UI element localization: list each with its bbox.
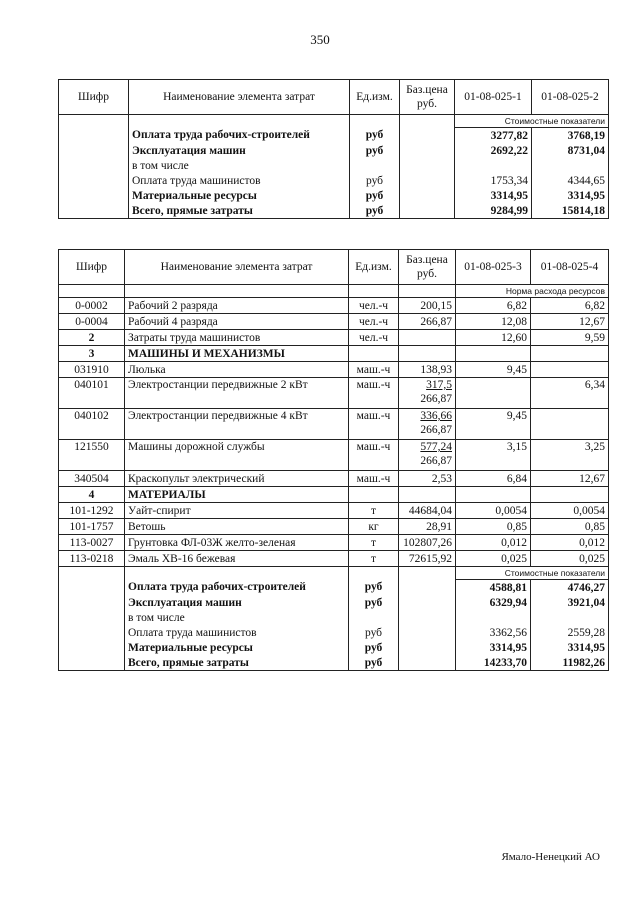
- value-cell: 4344,65: [532, 173, 609, 188]
- value-cell: 4588,81: [456, 580, 531, 596]
- price-cell: [400, 188, 455, 203]
- value-cell: 15814,18: [532, 203, 609, 219]
- subheader-row: [59, 115, 609, 128]
- item-name: Эксплуатация машин: [129, 143, 350, 158]
- value-cell: 2692,22: [455, 143, 532, 158]
- value-cell: [531, 487, 609, 503]
- item-name: Всего, прямые затраты: [125, 655, 349, 671]
- footer-region: Ямало-Ненецкий АО: [501, 851, 600, 863]
- item-name: Оплата труда рабочих-строителей: [129, 128, 350, 144]
- value-cell: 6,84: [456, 471, 531, 487]
- code-cell: [59, 173, 129, 188]
- price-cell: [399, 314, 456, 330]
- table-row: [59, 471, 609, 487]
- price-cell: [399, 298, 456, 314]
- table-row: [59, 440, 609, 471]
- unit-cell: руб: [350, 128, 400, 144]
- subheader-label: Стоимостные показатели: [455, 115, 609, 128]
- unit-cell: [350, 158, 400, 173]
- item-name: в том числе: [125, 610, 349, 625]
- value-cell: 3,15: [456, 440, 531, 471]
- code-cell: [59, 203, 129, 219]
- value-cell: [532, 158, 609, 173]
- header-base-price: Баз.цена руб.: [399, 250, 456, 285]
- value-cell: 3314,95: [455, 188, 532, 203]
- item-name: Эмаль ХВ-16 бежевая: [125, 551, 349, 567]
- value-cell: [456, 610, 531, 625]
- code-cell: 040102: [59, 409, 125, 440]
- code-cell: 113-0027: [59, 535, 125, 551]
- value-cell: 6,34: [531, 378, 609, 409]
- base-price: 28,91: [426, 520, 452, 533]
- value-cell: 12,67: [531, 471, 609, 487]
- cost-table-2: [58, 249, 609, 671]
- unit-cell: чел.-ч: [349, 298, 399, 314]
- table-header-row: [59, 250, 609, 285]
- price-cell: [399, 409, 456, 440]
- base-price: 266,87: [420, 315, 452, 328]
- code-cell: 121550: [59, 440, 125, 471]
- unit-cell: кг: [349, 519, 399, 535]
- item-name: Электростанции передвижные 2 кВт: [125, 378, 349, 409]
- value-cell: 3921,04: [531, 595, 609, 610]
- value-cell: 3277,82: [455, 128, 532, 144]
- value-cell: 3314,95: [456, 640, 531, 655]
- item-name: Оплата труда машинистов: [129, 173, 350, 188]
- price-cell: [399, 655, 456, 671]
- item-name: Оплата труда машинистов: [125, 625, 349, 640]
- table-row: [59, 487, 609, 503]
- item-name: Рабочий 4 разряда: [125, 314, 349, 330]
- unit-cell: т: [349, 551, 399, 567]
- unit-cell: руб: [349, 640, 399, 655]
- unit-cell: чел.-ч: [349, 314, 399, 330]
- value-cell: 9,59: [531, 330, 609, 346]
- price-cell: [399, 471, 456, 487]
- value-cell: 9,45: [456, 409, 531, 440]
- unit-cell: чел.-ч: [349, 330, 399, 346]
- price-cell: [399, 487, 456, 503]
- code-cell: [59, 128, 129, 144]
- item-name: Ветошь: [125, 519, 349, 535]
- page-number: 350: [310, 32, 330, 47]
- unit-cell: [349, 346, 399, 362]
- price-cell: [400, 173, 455, 188]
- price-cell: [399, 625, 456, 640]
- item-name: Рабочий 2 разряда: [125, 298, 349, 314]
- header-name: Наименование элемента затрат: [125, 250, 349, 285]
- item-name: Всего, прямые затраты: [129, 203, 350, 219]
- value-cell: 3768,19: [532, 128, 609, 144]
- unit-cell: маш.-ч: [349, 409, 399, 440]
- unit-cell: маш.-ч: [349, 378, 399, 409]
- unit-cell: руб: [350, 188, 400, 203]
- cost-row: [59, 595, 609, 610]
- base-price-secondary: 266,87: [420, 455, 452, 467]
- base-price: 44684,04: [408, 504, 452, 517]
- value-cell: 4746,27: [531, 580, 609, 596]
- base-price: 72615,92: [408, 552, 452, 565]
- base-price-secondary: 266,87: [420, 424, 452, 436]
- value-cell: [531, 409, 609, 440]
- item-name: Машины дорожной службы: [125, 440, 349, 471]
- header-col-4: 01-08-025-4: [531, 250, 609, 285]
- subheader-row: [59, 285, 609, 298]
- item-name: Оплата труда рабочих-строителей: [125, 580, 349, 596]
- cost-row: [59, 203, 609, 219]
- table-row: [59, 362, 609, 378]
- unit-cell: [349, 487, 399, 503]
- item-name: Уайт-спирит: [125, 503, 349, 519]
- table-row: [59, 409, 609, 440]
- cost-row: [59, 610, 609, 625]
- item-name: в том числе: [129, 158, 350, 173]
- code-cell: [59, 610, 125, 625]
- header-unit: Ед.изм.: [350, 80, 400, 115]
- table-row: [59, 314, 609, 330]
- cost-row: [59, 158, 609, 173]
- code-cell: [59, 625, 125, 640]
- item-name: Люлька: [125, 362, 349, 378]
- cost-table-1: [58, 79, 609, 219]
- value-cell: 0,012: [456, 535, 531, 551]
- unit-cell: [349, 610, 399, 625]
- code-cell: 031910: [59, 362, 125, 378]
- value-cell: [456, 346, 531, 362]
- cost-row: [59, 580, 609, 596]
- value-cell: 0,85: [456, 519, 531, 535]
- value-cell: 11982,26: [531, 655, 609, 671]
- table-row: [59, 346, 609, 362]
- unit-cell: маш.-ч: [349, 362, 399, 378]
- price-cell: [399, 440, 456, 471]
- value-cell: 0,85: [531, 519, 609, 535]
- table-row: [59, 519, 609, 535]
- value-cell: 1753,34: [455, 173, 532, 188]
- value-cell: [456, 487, 531, 503]
- unit-cell: руб: [350, 173, 400, 188]
- item-name: Грунтовка ФЛ-03Ж желто-зеленая: [125, 535, 349, 551]
- code-cell: 2: [59, 330, 125, 346]
- value-cell: 3314,95: [532, 188, 609, 203]
- price-cell: [399, 519, 456, 535]
- header-code: Шифр: [59, 80, 129, 115]
- value-cell: 0,0054: [531, 503, 609, 519]
- code-cell: 040101: [59, 378, 125, 409]
- value-cell: 3362,56: [456, 625, 531, 640]
- item-name: МАШИНЫ И МЕХАНИЗМЫ: [125, 346, 349, 362]
- value-cell: 12,60: [456, 330, 531, 346]
- code-cell: [59, 580, 125, 596]
- value-cell: 3,25: [531, 440, 609, 471]
- item-name: Затраты труда машинистов: [125, 330, 349, 346]
- item-name: Эксплуатация машин: [125, 595, 349, 610]
- price-cell: [399, 330, 456, 346]
- price-cell: [400, 143, 455, 158]
- code-cell: [59, 595, 125, 610]
- price-cell: [399, 610, 456, 625]
- base-price: 200,15: [420, 299, 452, 312]
- code-cell: 3: [59, 346, 125, 362]
- value-cell: 0,012: [531, 535, 609, 551]
- unit-cell: т: [349, 535, 399, 551]
- value-cell: 8731,04: [532, 143, 609, 158]
- cost-row: [59, 128, 609, 144]
- code-cell: 4: [59, 487, 125, 503]
- header-unit: Ед.изм.: [349, 250, 399, 285]
- price-cell: [399, 362, 456, 378]
- value-cell: 9284,99: [455, 203, 532, 219]
- price-cell: [399, 503, 456, 519]
- table-row: [59, 503, 609, 519]
- code-cell: 0-0004: [59, 314, 125, 330]
- unit-cell: руб: [350, 203, 400, 219]
- cost-row: [59, 173, 609, 188]
- cost-row: [59, 143, 609, 158]
- code-cell: 101-1757: [59, 519, 125, 535]
- item-name: Электростанции передвижные 4 кВт: [125, 409, 349, 440]
- value-cell: [531, 362, 609, 378]
- unit-cell: руб: [349, 625, 399, 640]
- price-cell: [399, 595, 456, 610]
- price-cell: [400, 203, 455, 219]
- value-cell: 0,025: [531, 551, 609, 567]
- cost-row: [59, 655, 609, 671]
- unit-cell: руб: [349, 655, 399, 671]
- table-row: [59, 378, 609, 409]
- unit-cell: руб: [349, 595, 399, 610]
- price-cell: [400, 158, 455, 173]
- cost-row: [59, 625, 609, 640]
- code-cell: 101-1292: [59, 503, 125, 519]
- price-cell: [399, 551, 456, 567]
- base-price-secondary: 266,87: [420, 393, 452, 405]
- code-cell: 0-0002: [59, 298, 125, 314]
- value-cell: 14233,70: [456, 655, 531, 671]
- header-code: Шифр: [59, 250, 125, 285]
- base-price: 138,93: [420, 363, 452, 376]
- item-name: МАТЕРИАЛЫ: [125, 487, 349, 503]
- cost-subheader-label: Стоимостные показатели: [456, 567, 609, 580]
- table-row: [59, 298, 609, 314]
- code-cell: [59, 158, 129, 173]
- value-cell: 6,82: [531, 298, 609, 314]
- cost-row: [59, 640, 609, 655]
- code-cell: [59, 143, 129, 158]
- item-name: Материальные ресурсы: [125, 640, 349, 655]
- base-price: 336,66: [420, 410, 452, 422]
- value-cell: [531, 610, 609, 625]
- unit-cell: маш.-ч: [349, 440, 399, 471]
- base-price: 2,53: [431, 472, 452, 485]
- code-cell: 340504: [59, 471, 125, 487]
- code-cell: [59, 640, 125, 655]
- table-header-row: [59, 80, 609, 115]
- value-cell: 0,025: [456, 551, 531, 567]
- value-cell: 6329,94: [456, 595, 531, 610]
- subheader-label: Норма расхода ресурсов: [456, 285, 609, 298]
- unit-cell: маш.-ч: [349, 471, 399, 487]
- base-price: 317,5: [426, 379, 452, 391]
- value-cell: 3314,95: [531, 640, 609, 655]
- price-cell: [400, 128, 455, 144]
- value-cell: 12,67: [531, 314, 609, 330]
- code-cell: 113-0218: [59, 551, 125, 567]
- value-cell: 0,0054: [456, 503, 531, 519]
- table-row: [59, 535, 609, 551]
- value-cell: 6,82: [456, 298, 531, 314]
- unit-cell: руб: [350, 143, 400, 158]
- header-col-3: 01-08-025-3: [456, 250, 531, 285]
- value-cell: [455, 158, 532, 173]
- base-price: 577,24: [420, 441, 452, 453]
- code-cell: [59, 655, 125, 671]
- header-col-2: 01-08-025-2: [532, 80, 609, 115]
- header-col-1: 01-08-025-1: [455, 80, 532, 115]
- price-cell: [399, 535, 456, 551]
- base-price: 102807,26: [403, 536, 452, 549]
- cost-subheader-row: [59, 567, 609, 580]
- value-cell: [456, 378, 531, 409]
- price-cell: [399, 346, 456, 362]
- value-cell: 9,45: [456, 362, 531, 378]
- value-cell: 2559,28: [531, 625, 609, 640]
- table-row: [59, 551, 609, 567]
- cost-row: [59, 188, 609, 203]
- value-cell: 12,08: [456, 314, 531, 330]
- price-cell: [399, 378, 456, 409]
- unit-cell: т: [349, 503, 399, 519]
- header-base-price: Баз.цена руб.: [400, 80, 455, 115]
- item-name: Краскопульт электрический: [125, 471, 349, 487]
- table-row: [59, 330, 609, 346]
- price-cell: [399, 580, 456, 596]
- unit-cell: руб: [349, 580, 399, 596]
- value-cell: [531, 346, 609, 362]
- code-cell: [59, 188, 129, 203]
- item-name: Материальные ресурсы: [129, 188, 350, 203]
- header-name: Наименование элемента затрат: [129, 80, 350, 115]
- price-cell: [399, 640, 456, 655]
